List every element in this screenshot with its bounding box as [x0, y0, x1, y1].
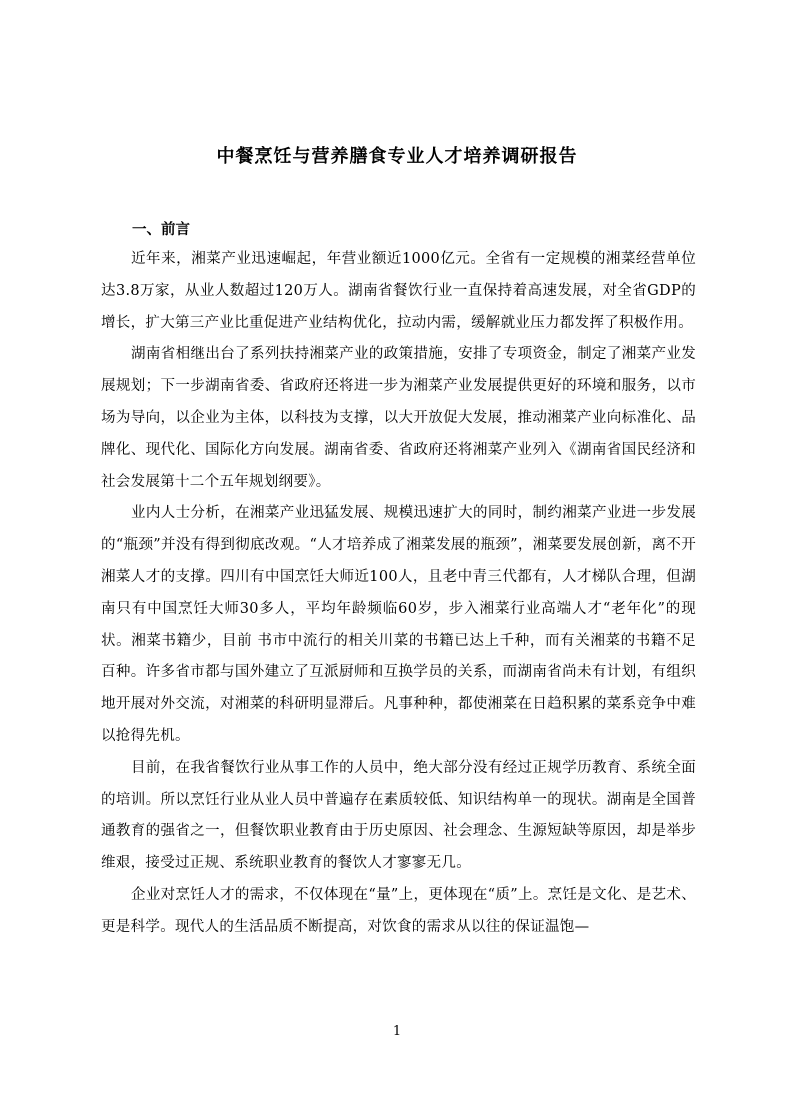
paragraph: 业内人士分析，在湘菜产业迅猛发展、规模迅速扩大的同时，制约湘菜产业进一步发展的“瓶颈”并没有得到彻底改观。“人才培养成了湘菜发展的瓶颈”，湘菜要发展创新，离不开湘菜人才的支撑。四川有中国烹饪大师近100人，且老中青三代都有，人才梯队合理，但湖南只有中国烹饪大师30多人，平均年龄频临60岁，步入湘菜行业高端人才“老年化”的现状。湘菜书籍少，目前 书市中流行的相关川菜的书籍已达上千种，而有关湘菜的书籍不足百种。许多省市都与国外建立了互派厨师和互换学员的关系，而湖南省尚未有计划，有组织地开展对外交流，对湘菜的科研明显滞后。凡事种种，都使湘菜在日趋积累的菜系竞争中难以抢得先机。 [101, 505, 696, 744]
paragraph: 近年来，湘菜产业迅速崛起，年营业额近1000亿元。全省有一定规模的湘菜经营单位达3.8万家，从业人数超过120万人。湖南省餐饮行业一直保持着高速发展，对全省GDP的增长，扩大第三产业比重促进产业结构优化，拉动内需，缓解就业压力都发挥了积极作用。 [101, 251, 696, 331]
paragraph: 湖南省相继出台了系列扶持湘菜产业的政策措施，安排了专项资金，制定了湘菜产业发展规划；下一步湖南省委、省政府还将进一步为湘菜产业发展提供更好的环境和服务，以市场为导向，以企业为主体，以科技为支撑，以大开放促大发展，推动湘菜产业向标准化、品牌化、现代化、国际化方向发展。湖南省委、省政府还将湘菜产业列入《湖南省国民经济和社会发展第十二个五年规划纲要》。 [101, 346, 696, 490]
section-heading: 一、前言 [132, 222, 190, 238]
paragraph: 企业对烹饪人才的需求，不仅体现在“量”上，更体现在“质”上。烹饪是文化、是艺术、更是科学。现代人的生活品质不断提高，对饮食的需求从以往的保证温饱— [101, 886, 696, 935]
page-number: 1 [392, 1024, 402, 1039]
paragraph: 目前，在我省餐饮行业从事工作的人员中，绝大部分没有经过正规学历教育、系统全面的培训。所以烹饪行业从业人员中普遍存在素质较低、知识结构单一的现状。湖南是全国普通教育的强省之一，但餐饮职业教育由于历史原因、社会理念、生源短缺等原因，却是举步维艰，接受过正规、系统职业教育的餐饮人才寥寥无几。 [101, 759, 696, 872]
document-body [101, 244, 696, 944]
document-title: 中餐烹饪与营养膳食专业人才培养调研报告 [216, 146, 578, 167]
